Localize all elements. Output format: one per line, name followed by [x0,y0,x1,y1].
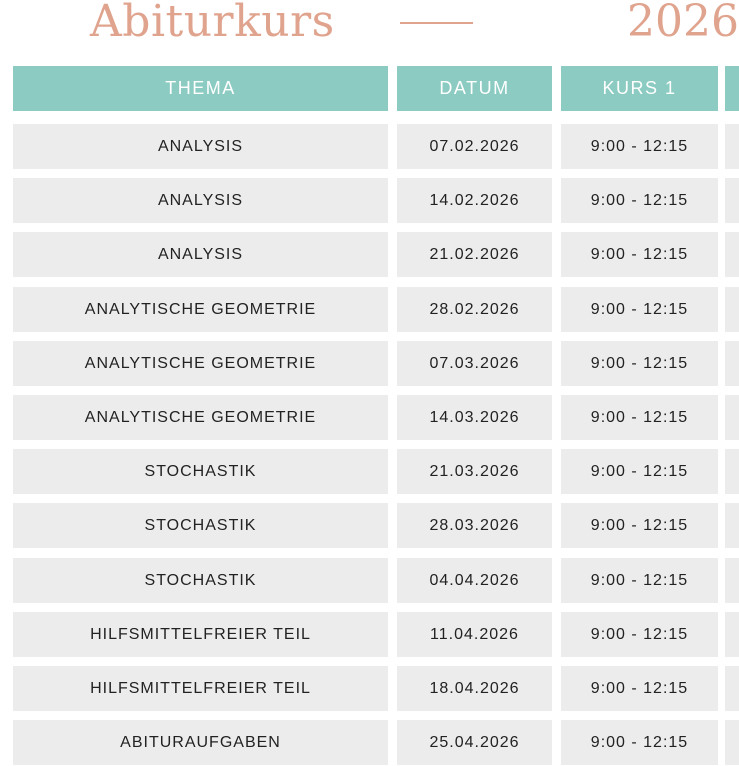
cell-kurs1: 9:00 - 12:15 [561,612,718,657]
cell-datum: 18.04.2026 [397,666,552,711]
cell-thema: ANALYTISCHE GEOMETRIE [13,395,388,440]
cell-cut-off [725,287,739,332]
cell-thema: ABITURAUFGABEN [13,720,388,765]
cell-thema: ANALYTISCHE GEOMETRIE [13,341,388,386]
cell-datum: 28.03.2026 [397,503,552,548]
cell-datum: 21.03.2026 [397,449,552,494]
cell-kurs1: 9:00 - 12:15 [561,232,718,277]
cell-kurs1: 9:00 - 12:15 [561,124,718,169]
cell-thema: ANALYTISCHE GEOMETRIE [13,287,388,332]
cell-kurs1: 9:00 - 12:15 [561,558,718,603]
cell-thema: HILFSMITTELFREIER TEIL [13,612,388,657]
cell-kurs1: 9:00 - 12:15 [561,287,718,332]
cell-cut-off [725,720,739,765]
cell-datum: 14.03.2026 [397,395,552,440]
cell-thema: ANALYSIS [13,178,388,223]
column-header-kurs1: KURS 1 [561,66,718,111]
cell-cut-off [725,503,739,548]
cell-cut-off [725,124,739,169]
cell-thema: HILFSMITTELFREIER TEIL [13,666,388,711]
cell-datum: 07.02.2026 [397,124,552,169]
cell-cut-off [725,666,739,711]
cell-kurs1: 9:00 - 12:15 [561,341,718,386]
page-title: Abiturkurs [90,0,335,47]
page-year: 2026 [627,0,739,47]
cell-kurs1: 9:00 - 12:15 [561,395,718,440]
cell-datum: 21.02.2026 [397,232,552,277]
cell-kurs1: 9:00 - 12:15 [561,449,718,494]
cell-cut-off [725,395,739,440]
cell-cut-off [725,178,739,223]
cell-thema: STOCHASTIK [13,449,388,494]
column-header-thema: THEMA [13,66,388,111]
cell-datum: 28.02.2026 [397,287,552,332]
cell-datum: 11.04.2026 [397,612,552,657]
cell-datum: 07.03.2026 [397,341,552,386]
cell-kurs1: 9:00 - 12:15 [561,720,718,765]
cell-cut-off [725,449,739,494]
cell-thema: ANALYSIS [13,232,388,277]
cell-thema: STOCHASTIK [13,558,388,603]
cell-datum: 14.02.2026 [397,178,552,223]
cell-thema: ANALYSIS [13,124,388,169]
column-header-cut-off [725,66,739,111]
cell-thema: STOCHASTIK [13,503,388,548]
cell-datum: 04.04.2026 [397,558,552,603]
cell-kurs1: 9:00 - 12:15 [561,178,718,223]
cell-cut-off [725,612,739,657]
cell-kurs1: 9:00 - 12:15 [561,666,718,711]
cell-datum: 25.04.2026 [397,720,552,765]
cell-cut-off [725,232,739,277]
column-header-datum: DATUM [397,66,552,111]
cell-kurs1: 9:00 - 12:15 [561,503,718,548]
title-divider [400,22,473,24]
cell-cut-off [725,341,739,386]
cell-cut-off [725,558,739,603]
